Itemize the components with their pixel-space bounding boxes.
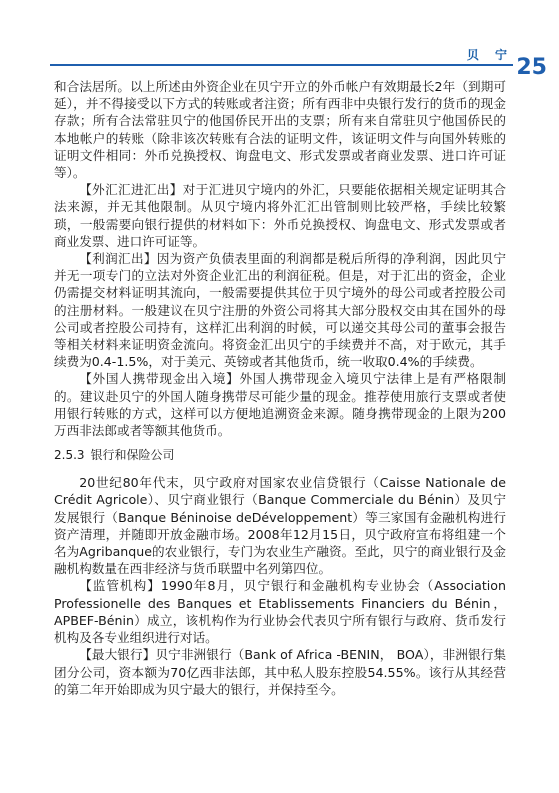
paragraph-largest-bank bbox=[54, 646, 506, 698]
paragraph-text: 因为资产负债表里面的利润都是税后所得的净利润，因此贝宁并无一项专门的立法对外资企业汇出的利润征税。但是，对于汇出的资金，企业仍需提交材料证明其流向，一般需要提供其位于贝宁境外的母公司或者控股公司的注册材料。一般建议在贝宁注册的外资公司将其大部分股权交由其在国外的母公司或者控股公司持有，这样汇出利润的时候，可以递交其母公司的董事会报告等相关材料来证明资金流向。将资金汇出贝宁的手续费并不高，对于欧元，其手续费为0.4-1.5%，对于美元、英镑或者其他货币，统一收取0.4%的手续费。 bbox=[54, 251, 507, 370]
paragraph-tag: 【监管机构】 bbox=[79, 578, 161, 594]
paragraph-tag: 【外国人携带现金出入境】 bbox=[79, 371, 240, 387]
paragraph-tag: 【利润汇出】 bbox=[79, 251, 157, 267]
paragraph-tag: 【最大银行】 bbox=[79, 647, 156, 663]
header-rule bbox=[50, 64, 513, 66]
paragraph-text: 对于汇进贝宁境内的外汇，只要能依据相关规定证明其合法来源，并无其他限制。从贝宁境内将外汇汇出管制则比较严格，手续比较繁琐，一般需要向银行提供的材料如下：外币兑换授权、询盘电文、形式发票或者商业发票、进口许可证等。 bbox=[54, 182, 507, 249]
paragraph-tag: 【外汇汇进汇出】 bbox=[79, 182, 183, 198]
page-header bbox=[0, 0, 559, 80]
paragraph-regulator bbox=[54, 577, 506, 646]
section-title: 银行和保险公司 bbox=[90, 448, 175, 463]
paragraph-text: 和合法居所。以上所述由外资企业在贝宁开立的外币帐户有效期最长2年（到期可延），并不得接受以下方式的转账或者注资；所有西非中央银行发行的货币的现金存款；所有合法常驻贝宁的他国侨民开出的支票；所有来自常驻贝宁他国侨民的本地帐户的转账（除非该次转账有合法的证明文件，该证明文件与向国外转账的证明文件相同：外币兑换授权、询盘电文、形式发票或者商业发票、进口许可证等）。 bbox=[54, 79, 506, 181]
paragraph-text: 外国人携带现金入境贝宁法律上是有严格限制的。建议赴贝宁的外国人随身携带尽可能少量的现金。推荐使用旅行支票或者使用银行转账的方式，这样可以方便地追溯资金来源。随身携带现金的上限为200万西非法郎或者等额其他货币。 bbox=[54, 371, 507, 439]
paragraph-cash-carry bbox=[54, 370, 506, 439]
paragraph-account-rules bbox=[54, 78, 506, 181]
paragraph-text: 1990年8月，贝宁银行和金融机构专业协会（Association Professionelle des Banques et Etablissements Financiers du Bénin，APBEF-Bénin）成立，该机构作为行业协会代表贝宁所有银行与政府、货币发行机构及各专业组织进行对话。 bbox=[54, 578, 506, 646]
paragraph-profit-remittance bbox=[54, 250, 506, 370]
paragraph-banking-history bbox=[54, 474, 506, 577]
paragraph-forex-transfer bbox=[54, 181, 506, 250]
section-heading bbox=[54, 447, 506, 464]
paragraph-text: 20世纪80年代末，贝宁政府对国家农业信贷银行（Caisse Nationale de Crédit Agricole）、贝宁商业银行（Banque Commerciale du Bénin）及贝宁发展银行（Banque Béninoise deDéveloppement）等三家国有金融机构进行资产清理，并随即开放金融市场。2008年12月15日，贝宁政府宣布将组建一个名为Agribanque的农业银行，专门为农业生产融资。至此，贝宁的商业银行及金融机构数量在西非经济与货币联盟中名列第四位。 bbox=[54, 475, 506, 577]
page-number: 25 bbox=[516, 55, 547, 80]
running-title: 贝 宁 bbox=[466, 48, 513, 62]
page-body bbox=[54, 78, 506, 698]
paragraph-text: 贝宁非洲银行（Bank of Africa -BENIN， BOA），非洲银行集团分公司，资本额为70亿西非法郎，其中私人股东控股54.55%。该行从其经营的第二年开始即成为贝宁最大的银行，并保持至今。 bbox=[54, 647, 507, 697]
section-number: 2.5.3 bbox=[54, 448, 85, 463]
